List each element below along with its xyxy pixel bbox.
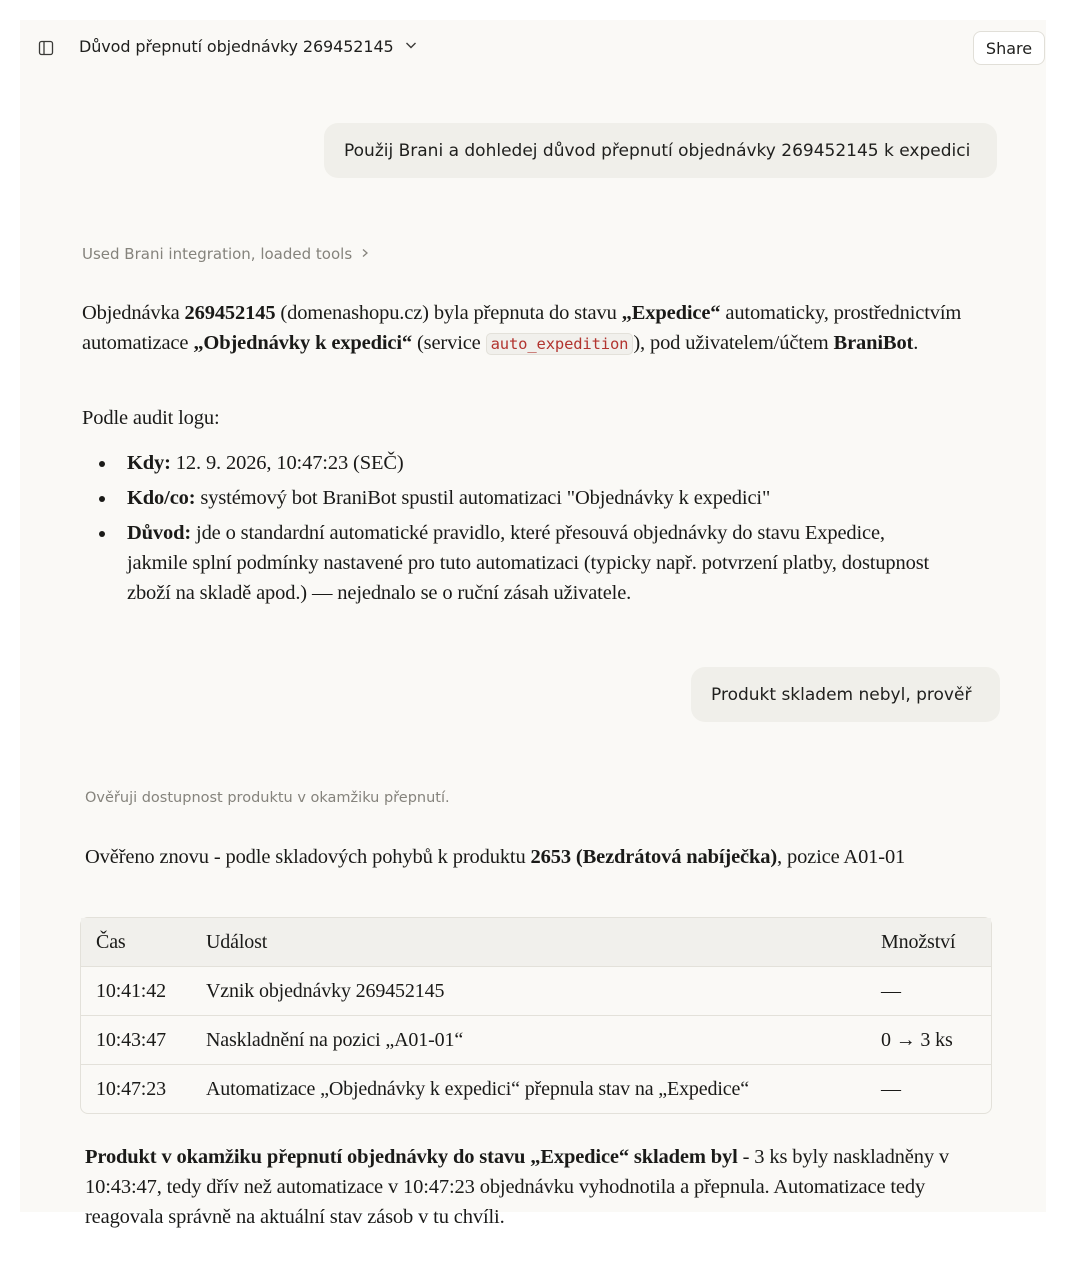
table-row — [81, 966, 991, 1015]
list-item — [82, 518, 942, 608]
chevron-right-icon — [360, 245, 370, 263]
user-message — [324, 123, 997, 178]
table-cell: 10:43:47 — [96, 1028, 166, 1051]
list-item-text: 12. 9. 2026, 10:47:23 (SEČ) — [170, 452, 404, 474]
user-message — [691, 667, 1000, 722]
list-item-label: Kdo/co: — [127, 487, 196, 509]
order-state: „Expedice“ — [621, 302, 721, 324]
bot-user: BraniBot — [833, 332, 914, 354]
table-header-cell: Čas — [96, 930, 126, 953]
list-item — [82, 483, 942, 513]
stock-movements-table — [80, 917, 992, 1114]
share-button[interactable]: Share — [973, 31, 1045, 65]
product-name: 2653 (Bezdrátová nabíječka) — [530, 846, 778, 868]
tool-usage-label: Used Brani integration, loaded tools — [82, 245, 353, 263]
table-header-cell: Množství — [881, 930, 956, 953]
table-header-cell: Událost — [206, 930, 268, 953]
chat-title-dropdown[interactable] — [79, 37, 418, 56]
table-cell: Automatizace „Objednávky k expedici“ přepnula stav na „Expedice“ — [206, 1077, 749, 1100]
list-item — [82, 448, 942, 478]
list-item-label: Důvod: — [127, 522, 192, 544]
text-span: - 3 ks byly naskladněny v 10:43:47, tedy dřív než automatizace v 10:47:23 objednávku vyhodnotila a přepnula. Automatizace tedy reagovala správně na aktuální stav zásob v tu chvíli. — [85, 1146, 949, 1228]
text-span: , pozice A01-01 — [777, 846, 906, 868]
text-span: . — [913, 332, 919, 354]
chat-panel — [20, 20, 1046, 1228]
list-item-text: systémový bot BraniBot spustil automatizaci "Objednávky k expedici" — [195, 487, 771, 509]
chevron-down-icon — [404, 37, 418, 56]
text-span: (domenashopu.cz) byla přepnuta do stavu — [275, 302, 622, 324]
text-span: (service — [411, 332, 486, 354]
table-cell: 10:41:42 — [96, 979, 166, 1002]
text-span: Objednávka — [82, 302, 185, 324]
audit-log-list — [82, 448, 942, 613]
table-cell: 10:47:23 — [96, 1077, 166, 1100]
text-span: ), pod uživatelem/účtem — [633, 332, 834, 354]
assistant-paragraph — [85, 1142, 965, 1232]
user-message-text: Použij Brani a dohledej důvod přepnutí objednávky 269452145 k expedici — [344, 140, 971, 161]
thinking-status-text: Ověřuji dostupnost produktu v okamžiku přepnutí. — [85, 790, 450, 806]
service-code: auto_expedition — [486, 333, 634, 355]
chat-header — [20, 20, 1046, 76]
text-span: automaticky, prostřednictvím automatizace — [82, 302, 962, 354]
table-header-row — [81, 918, 991, 966]
thinking-status — [85, 790, 450, 806]
table-cell: — — [881, 1077, 901, 1100]
tool-usage-toggle[interactable] — [82, 245, 370, 263]
user-message-text: Produkt skladem nebyl, prověř — [711, 684, 972, 705]
table-cell: 0 → 3 ks — [881, 1028, 953, 1051]
automation-name: „Objednávky k expedici“ — [193, 332, 412, 354]
table-row — [81, 1064, 991, 1113]
table-cell: — — [881, 979, 901, 1002]
table-row — [81, 1015, 991, 1064]
text-span: Ověřeno znovu - podle skladových pohybů k produktu — [85, 846, 531, 868]
assistant-paragraph — [85, 842, 985, 872]
conclusion-bold: Produkt v okamžiku přepnutí objednávky do stavu „Expedice“ skladem byl — [85, 1146, 738, 1168]
sidebar-toggle-icon[interactable] — [38, 40, 54, 56]
chat-title: Důvod přepnutí objednávky 269452145 — [79, 37, 394, 56]
assistant-paragraph: Podle audit logu: — [82, 407, 220, 429]
table-cell: Vznik objednávky 269452145 — [206, 979, 445, 1002]
assistant-paragraph — [82, 298, 982, 359]
list-item-text: jde o standardní automatické pravidlo, které přesouvá objednávky do stavu Expedice, jakmile splní podmínky nastavené pro tuto automatizaci (typicky např. potvrzení platby, dostupnost zboží na skladě apod.) — nejednalo se o ruční zásah uživatele. — [127, 522, 930, 604]
list-item-label: Kdy: — [127, 452, 171, 474]
table-cell: Naskladnění na pozici „A01-01“ — [206, 1028, 464, 1051]
order-number: 269452145 — [184, 302, 276, 324]
